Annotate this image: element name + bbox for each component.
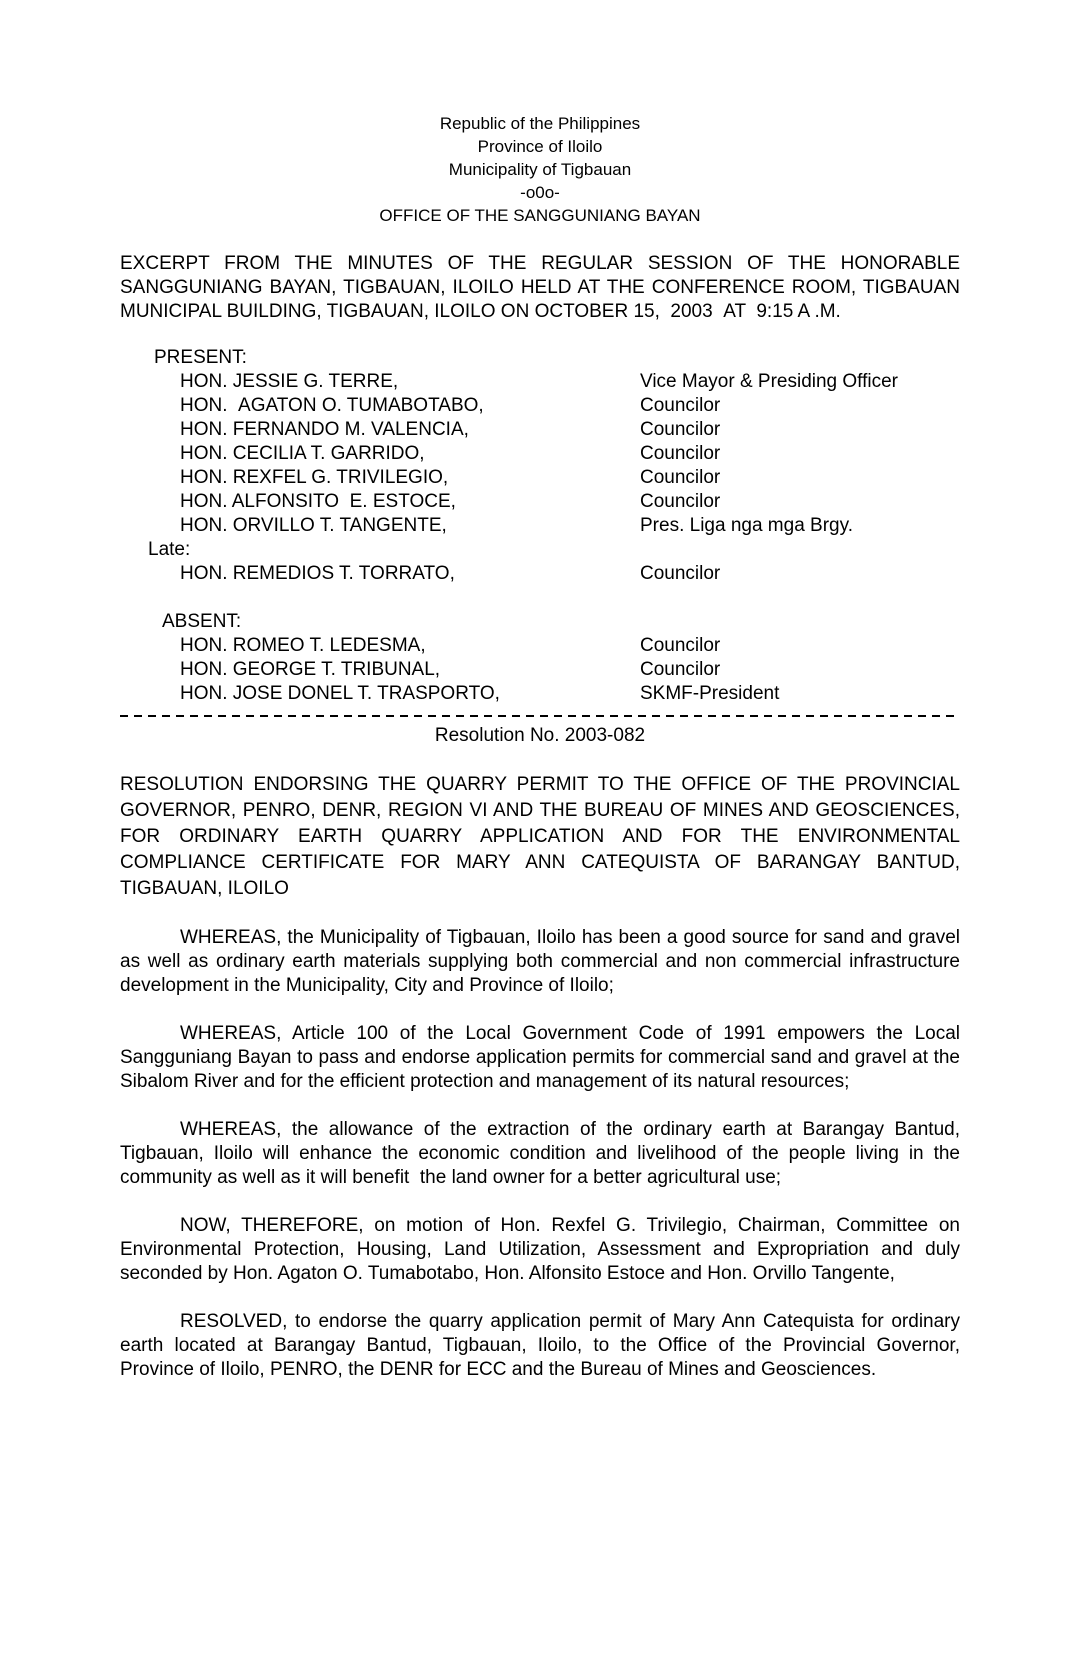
resolved-paragraph: RESOLVED, to endorse the quarry application permit of Mary Ann Catequista for ordinary earth located at Barangay Bantud, Tigbauan, Iloilo, to the Office of the Provincial Governor, Province of Iloilo, PENRO, the DENR for ECC and the Bureau of Mines and Geosciences. [120, 1311, 960, 1380]
attendee-row [120, 562, 960, 586]
attendee-name: HON. FERNANDO M. VALENCIA, [180, 419, 469, 440]
attendee-row [120, 634, 960, 658]
document-header [120, 112, 960, 227]
absent-label: ABSENT: [162, 611, 242, 632]
attendee-position: Councilor [640, 467, 721, 488]
attendee-name: HON. JESSIE G. TERRE, [180, 371, 399, 392]
attendee-name: HON. ALFONSITO E. ESTOCE, [180, 491, 456, 512]
resolution-title: RESOLUTION ENDORSING THE QUARRY PERMIT TO THE OFFICE OF THE PROVINCIAL GOVERNOR, PENRO, DENR, REGION VI AND THE BUREAU OF MINES AND GEOSCIENCES, FOR ORDINARY EARTH QUARRY APPLICATION AND FOR THE ENVIRONMENTAL COMPLIANCE CERTIFICATE FOR MARY ANN CATEQUISTA OF BARANGAY BANTUD, TIGBAUAN, ILOILO [120, 774, 960, 899]
attendee-row [120, 682, 960, 706]
header-country: Republic of the Philippines [439, 114, 641, 133]
attendee-position: Councilor [640, 443, 721, 464]
whereas-paragraph-2: WHEREAS, Article 100 of the Local Government Code of 1991 empowers the Local Sangguniang Bayan to pass and endorse application permits for commercial sand and gravel at the Sibalom River and for the efficient protection and management of its natural resources; [120, 1023, 960, 1092]
attendee-position: Councilor [640, 659, 721, 680]
attendee-row [120, 394, 960, 418]
attendee-name: HON. GEORGE T. TRIBUNAL, [180, 659, 441, 680]
attendee-row [120, 370, 960, 394]
attendee-name: HON. REXFEL G. TRIVILEGIO, [180, 467, 449, 488]
attendee-row [120, 466, 960, 490]
attendee-name: HON. CECILIA T. GARRIDO, [180, 443, 425, 464]
attendee-position: Councilor [640, 563, 721, 584]
dashed-divider [120, 715, 960, 718]
attendee-position: Councilor [640, 635, 721, 656]
attendee-position: Pres. Liga nga mga Brgy. [640, 515, 853, 536]
attendee-name: HON. JOSE DONEL T. TRASPORTO, [180, 683, 500, 704]
header-province: Province of Iloilo [477, 137, 603, 156]
whereas-paragraph-3: WHEREAS, the allowance of the extraction of the ordinary earth at Barangay Bantud, Tigbauan, Iloilo will enhance the economic condition and livelihood of the people living in the community as well as it will benefit the land owner for a better agricultural use; [120, 1119, 960, 1188]
attendance-section [120, 346, 960, 706]
header-office: OFFICE OF THE SANGGUNIANG BAYAN [379, 206, 701, 225]
present-label: PRESENT: [154, 347, 247, 368]
attendee-position: Councilor [640, 419, 721, 440]
attendee-name: HON. REMEDIOS T. TORRATO, [180, 563, 455, 584]
attendee-row [120, 514, 960, 538]
attendee-name: HON. ORVILLO T. TANGENTE, [180, 515, 447, 536]
attendee-row [120, 418, 960, 442]
attendee-position: SKMF-President [640, 683, 780, 704]
header-municipality: Municipality of Tigbauan [448, 160, 632, 179]
late-label: Late: [148, 539, 191, 560]
attendee-name: HON. AGATON O. TUMABOTABO, [180, 395, 484, 416]
attendee-row [120, 658, 960, 682]
attendee-row [120, 490, 960, 514]
attendee-position: Councilor [640, 395, 721, 416]
motion-paragraph: NOW, THEREFORE, on motion of Hon. Rexfel G. Trivilegio, Chairman, Committee on Environmental Protection, Housing, Land Utilization, Assessment and Expropriation and duly seconded by Hon. Agaton O. Tumabotabo, Hon. Alfonsito Estoce and Hon. Orvillo Tangente, [120, 1215, 960, 1284]
attendee-name: HON. ROMEO T. LEDESMA, [180, 635, 426, 656]
resolution-number: Resolution No. 2003-082 [434, 725, 646, 746]
whereas-paragraph-1: WHEREAS, the Municipality of Tigbauan, Iloilo has been a good source for sand and gravel as well as ordinary earth materials supplying both commercial and non commercial infrastructure development in the Municipality, City and Province of Iloilo; [120, 927, 960, 996]
attendee-position: Vice Mayor & Presiding Officer [640, 371, 899, 392]
attendee-row [120, 442, 960, 466]
attendee-position: Councilor [640, 491, 721, 512]
header-ornament: -o0o- [520, 183, 560, 202]
excerpt-paragraph: EXCERPT FROM THE MINUTES OF THE REGULAR SESSION OF THE HONORABLE SANGGUNIANG BAYAN, TIGBAUAN, ILOILO HELD AT THE CONFERENCE ROOM, TIGBAUAN MUNICIPAL BUILDING, TIGBAUAN, ILOILO ON OCTOBER 15, 2003 AT 9:15 A .M. [120, 253, 960, 322]
